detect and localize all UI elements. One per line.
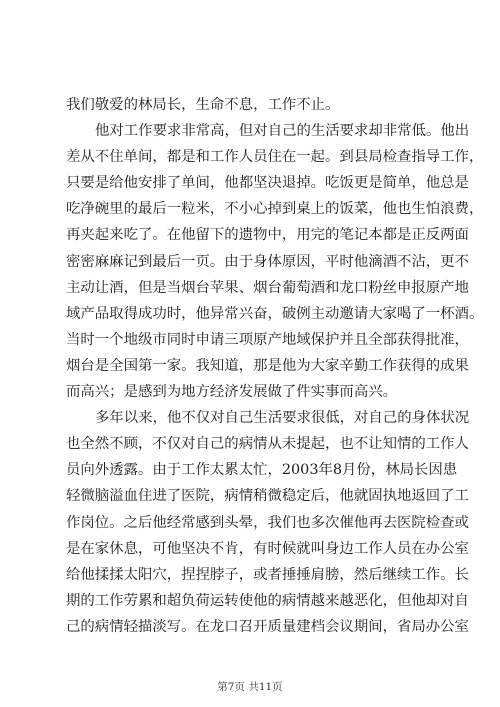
text-line: 轻微脑溢血住进了医院，病情稍微稳定后，他就固执地返回了工 xyxy=(66,488,469,505)
text-line: 他对工作要求非常高，但对自己的生活要求却非常低。他出 xyxy=(95,123,470,140)
text-line: 主动让酒，但是当烟台苹果、烟台葡萄酒和龙口粉丝申报原产地 xyxy=(66,279,469,296)
text-line: 域产品取得成功时，他异常兴奋，破例主动邀请大家喝了一杯酒。 xyxy=(66,305,484,322)
text-line: 烟台是全国第一家。我知道，那是他为大家辛勤工作获得的成果 xyxy=(66,357,469,374)
text-line: 给他揉揉太阳穴，捏捏脖子，或者捶捶肩膀，然后继续工作。长 xyxy=(66,566,469,583)
text-line: 己的病情轻描淡写。在龙口召开质量建档会议期间，省局办公室 xyxy=(66,618,469,635)
text-line: 作岗位。之后他经常感到头晕，我们也多次催他再去医院检查或 xyxy=(66,514,469,531)
text-line: 而高兴；是感到为地方经济发展做了件实事而高兴。 xyxy=(66,384,397,401)
text-line: 是在家休息，可他坚决不肯，有时候就叫身边工作人员在办公室 xyxy=(66,540,469,557)
text-line: 吃净碗里的最后一粒米，不小心掉到桌上的饭菜，他也生怕浪费， xyxy=(66,201,484,218)
page-footer: 第7页 共11页 xyxy=(217,681,283,693)
text-line: 也全然不顾，不仅对自己的病情从未提起，也不让知情的工作人 xyxy=(66,436,469,453)
text-line: 差从不住单间，都是和工作人员住在一起。到县局检查指导工作， xyxy=(66,149,484,166)
text-line: 员向外透露。由于工作太累太忙，2003年8月份，林局长因患 xyxy=(66,462,458,479)
body-text xyxy=(66,92,484,640)
text-line: 多年以来，他不仅对自己生活要求很低，对自己的身体状况 xyxy=(95,410,470,427)
text-line: 只要是给他安排了单间，他都坚决退掉。吃饭更是简单，他总是 xyxy=(66,175,469,192)
text-line: 再夹起来吃了。在他留下的遗物中，用完的笔记本都是正反两面 xyxy=(66,227,469,244)
text-line: 期的工作劳累和超负荷运转使他的病情越来越恶化，但他却对自 xyxy=(66,592,469,609)
text-line: 我们敬爱的林局长，生命不息，工作不止。 xyxy=(66,97,340,113)
text-line: 密密麻麻记到最后一页。由于身体原因，平时他滴酒不沾，更不 xyxy=(66,253,469,270)
text-line: 当时一个地级市同时申请三项原产地域保护并且全部获得批准， xyxy=(66,331,469,348)
